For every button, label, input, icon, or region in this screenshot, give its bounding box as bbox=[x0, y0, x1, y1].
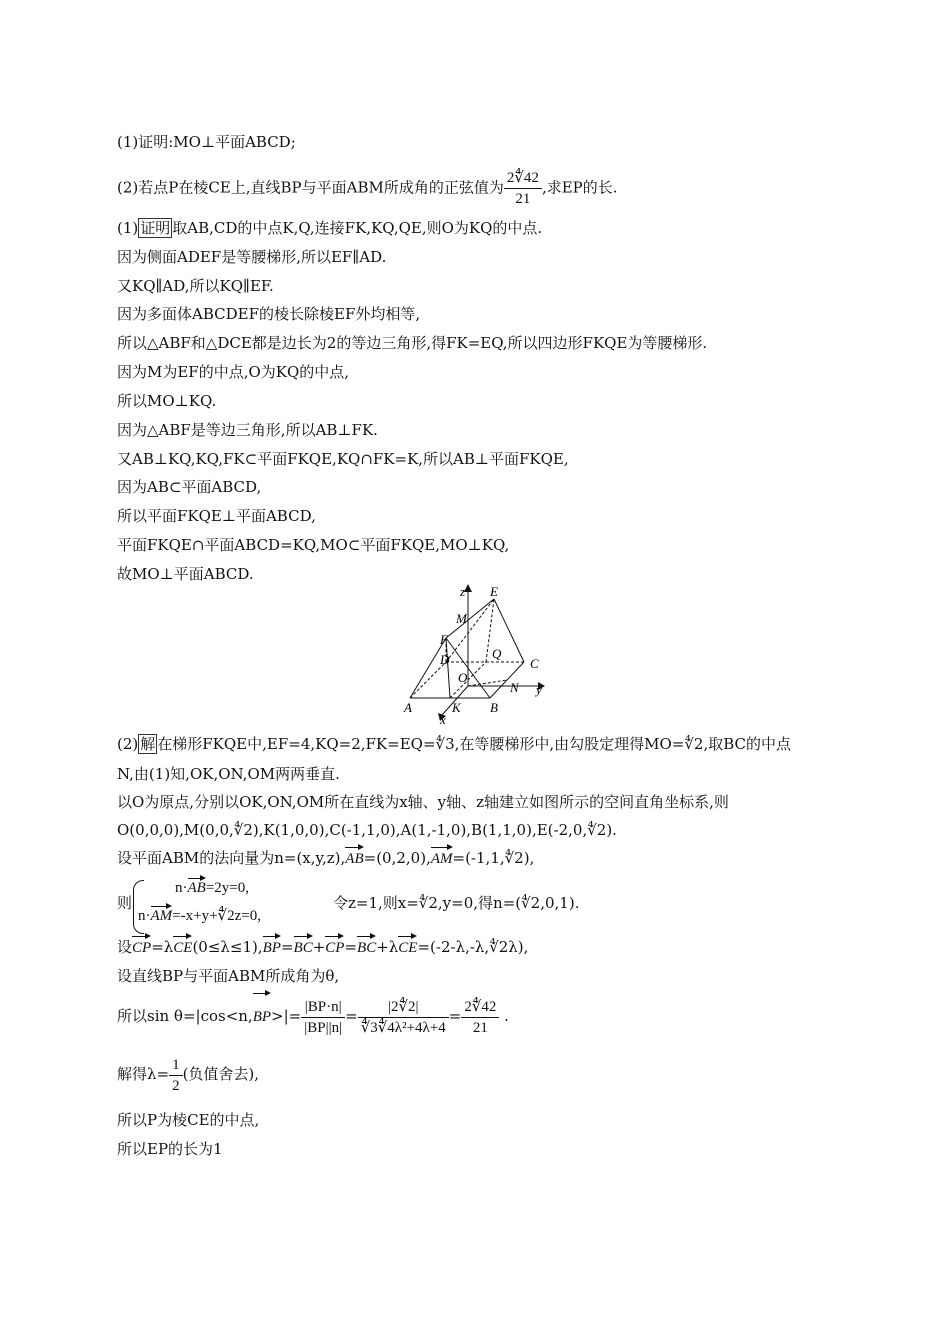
vector-BP: BP bbox=[262, 940, 281, 956]
edge-DE bbox=[446, 599, 494, 662]
vector-CE: CE bbox=[173, 940, 193, 956]
label-E: E bbox=[490, 584, 498, 599]
edge-BC bbox=[490, 662, 524, 698]
part2-text-1: 在梯形FKQE中,EF=4,KQ=2,FK=EQ=∜3,在等腰梯形中,由勾股定理得MO=∜2,取BC的中点 bbox=[157, 735, 792, 753]
question-2-text: (2)若点P在棱CE上,直线BP与平面ABM所成角的正弦值为 bbox=[117, 178, 504, 197]
label-N: N bbox=[510, 680, 519, 695]
part1-line-12: 平面FKQE∩平面ABCD=KQ,MO⊂平面FKQE,MO⊥KQ, bbox=[117, 536, 510, 554]
question-2-fraction: $\frac{2∜42}{21}$ bbox=[504, 168, 542, 209]
label-y: y bbox=[536, 682, 542, 697]
part1-text-1: 取AB,CD的中点K,Q,连接FK,KQ,QE,则O为KQ的中点. bbox=[172, 219, 543, 237]
part2-line-3: 以O为原点,分别以OK,ON,OM所在直线为x轴、y轴、z轴建立如图所示的空间直角坐标系,则 bbox=[117, 793, 729, 811]
part1-line-10: 因为AB⊂平面ABCD, bbox=[117, 478, 262, 496]
part1-line-5: 所以△ABF和△DCE都是边长为2的等边三角形,得FK=EQ,所以四边形FKQE为等腰梯形. bbox=[117, 334, 708, 352]
part1-number: (1) bbox=[117, 219, 139, 237]
part1-line-6: 因为M为EF的中点,O为KQ的中点, bbox=[117, 363, 350, 381]
edge-FE bbox=[446, 599, 494, 638]
then-label: 则 bbox=[117, 894, 133, 912]
system-equation-2: n·AM=-x+y+∜2z=0, bbox=[138, 908, 261, 924]
system-equation-1: n·AB=2y=0, bbox=[175, 880, 249, 896]
segment-KF bbox=[446, 638, 450, 698]
part2-line-11: 所以P为棱CE的中点, bbox=[117, 1111, 260, 1129]
label-Q: Q bbox=[492, 646, 502, 661]
question-2-tail: ,求EP的长. bbox=[541, 178, 618, 197]
question-1: (1)证明:MO⊥平面ABCD; bbox=[117, 133, 296, 151]
vector-AB: AB bbox=[345, 851, 364, 867]
part2-line-7: 设CP=λCE(0≤λ≤1),BP=BC+CP=BC+λCE=(-2-λ,-λ,∜2λ), bbox=[117, 938, 529, 956]
fraction-result: $\frac{2∜42}{21}$ bbox=[461, 997, 499, 1038]
part2-line-12: 所以EP的长为1 bbox=[117, 1140, 223, 1158]
part2-line-1 bbox=[117, 734, 791, 754]
vector-CP: CP bbox=[132, 940, 152, 956]
part2-line-2: N,由(1)知,OK,ON,OM两两垂直. bbox=[117, 765, 340, 783]
part2-line-9: 所以sin θ=|cos<n,BP>|= $\frac{|BP\cdot n|}{|BP||n|}$ = $\frac{|2∜2|}{\text{∜3∜4λ²+4λ+4}}$ = $\frac{2∜42}{21}$ . bbox=[117, 994, 509, 1039]
part2-number: (2) bbox=[117, 735, 139, 753]
label-F: F bbox=[440, 632, 448, 647]
label-B: B bbox=[490, 700, 498, 715]
label-D: D bbox=[440, 652, 450, 667]
fraction-value: $\frac{|2∜2|}{\text{∜3∜4λ²+4λ+4}}$ bbox=[358, 997, 449, 1038]
label-C: C bbox=[530, 656, 539, 671]
proof-label: 证明 bbox=[140, 219, 171, 237]
label-M: M bbox=[456, 611, 467, 626]
part1-line-4: 因为多面体ABCDEF的棱长除棱EF外均相等, bbox=[117, 305, 421, 323]
part1-line-11: 所以平面FKQE⊥平面ABCD, bbox=[117, 507, 316, 525]
part2-line-10: 解得λ= $\frac{1}{2}$ (负值舍去), bbox=[117, 1056, 260, 1094]
part1-line-9: 又AB⊥KQ,KQ,FK⊂平面FKQE,KQ∩FK=K,所以AB⊥平面FKQE, bbox=[117, 450, 569, 468]
label-A: A bbox=[404, 700, 412, 715]
part2-line-8: 设直线BP与平面ABM所成角为θ, bbox=[117, 967, 340, 985]
label-x: x bbox=[440, 712, 446, 727]
part2-line-6: 令z=1,则x=∜2,y=0,得n=(∜2,0,1). bbox=[333, 894, 580, 912]
vector-AM: AM bbox=[430, 851, 453, 867]
polyhedron-figure bbox=[400, 582, 560, 727]
vector-BC: BC bbox=[293, 940, 313, 956]
part1-line-2: 因为侧面ADEF是等腰梯形,所以EF∥AD. bbox=[117, 248, 387, 266]
part1-line-1 bbox=[117, 218, 542, 238]
part1-line-7: 所以MO⊥KQ. bbox=[117, 392, 217, 410]
label-K: K bbox=[452, 700, 461, 715]
question-2 bbox=[117, 168, 618, 209]
z-arrow bbox=[464, 584, 472, 592]
part1-line-13: 故MO⊥平面ABCD. bbox=[117, 565, 254, 583]
label-z: z bbox=[460, 584, 466, 599]
part1-line-3: 又KQ∥AD,所以KQ∥EF. bbox=[117, 277, 274, 295]
fraction-cos: $\frac{|BP\cdot n|}{|BP||n|}$ bbox=[301, 997, 345, 1038]
part1-line-8: 因为△ABF是等边三角形,所以AB⊥FK. bbox=[117, 421, 378, 439]
solution-label: 解 bbox=[140, 735, 156, 753]
part2-line-4: O(0,0,0),M(0,0,∜2),K(1,0,0),C(-1,1,0),A(1,-1,0),B(1,1,0),E(-2,0,∜2). bbox=[117, 821, 617, 839]
label-O: O bbox=[458, 670, 468, 685]
part2-line-5: 设平面ABM的法向量为n=(x,y,z),AB=(0,2,0),AM=(-1,1,∜2), bbox=[117, 849, 535, 867]
segment-ON bbox=[468, 680, 507, 686]
fraction-lambda: $\frac{1}{2}$ bbox=[169, 1055, 183, 1096]
